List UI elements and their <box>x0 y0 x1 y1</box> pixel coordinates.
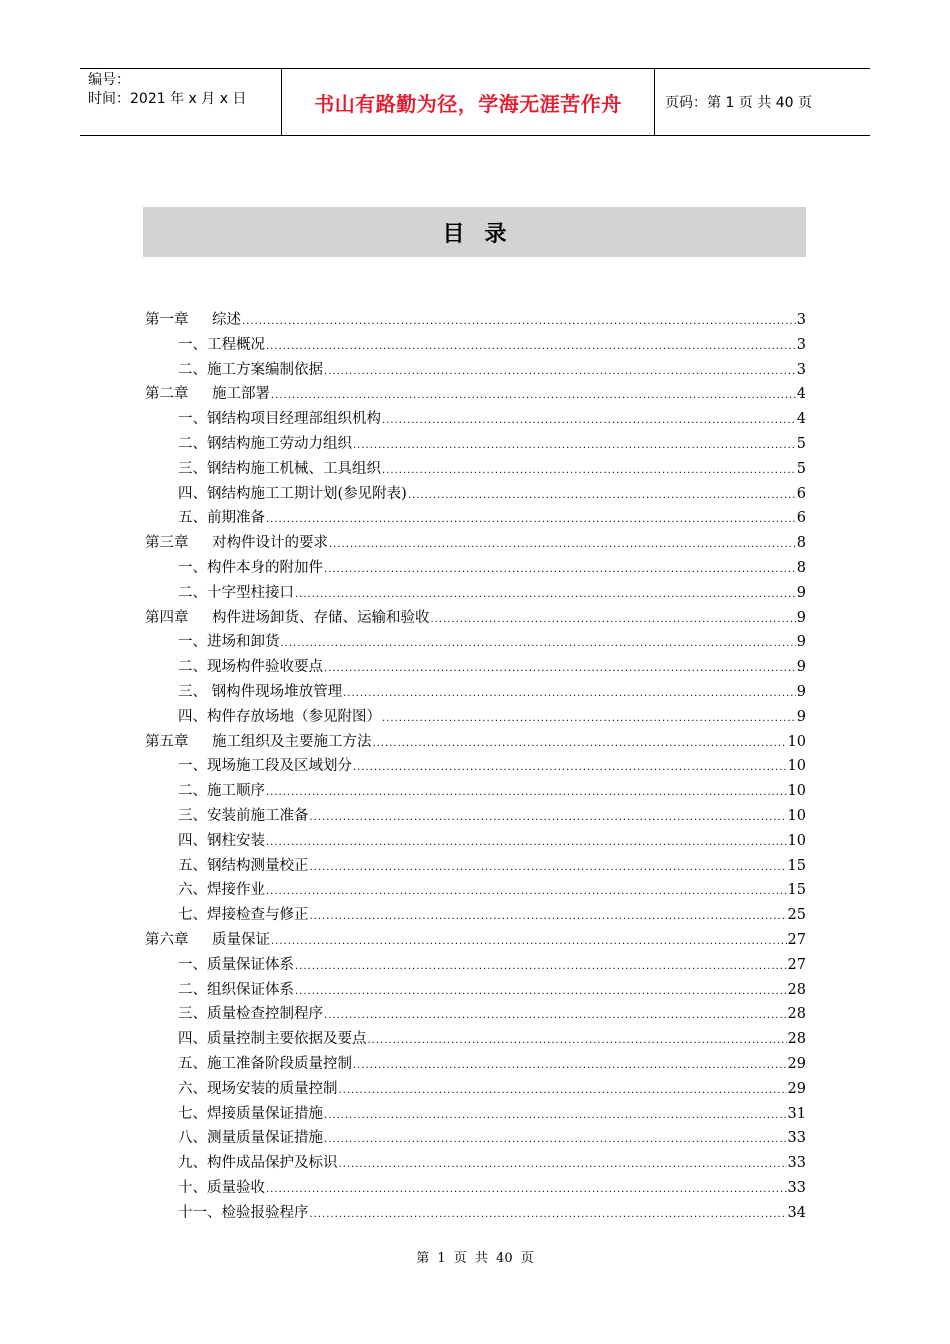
toc-section-entry[interactable] <box>145 754 806 779</box>
toc-entry-label <box>178 1027 367 1048</box>
toc-entry-label <box>178 680 342 701</box>
toc-leader-dots <box>310 911 787 922</box>
toc-page-number: 10 <box>787 807 806 824</box>
toc-leader-dots <box>353 440 796 451</box>
toc-leader-dots <box>266 514 796 525</box>
toc-page-number: 29 <box>787 1080 806 1097</box>
toc-entry-label <box>178 705 381 726</box>
toc-section-entry[interactable] <box>145 705 806 730</box>
toc-leader-dots <box>353 1060 787 1071</box>
toc-leader-dots <box>324 1010 787 1021</box>
toc-entry-label <box>145 928 270 949</box>
toc-leader-dots <box>266 886 787 897</box>
toc-entry-text: 一、质量保证体系 <box>178 956 294 973</box>
toc-leader-dots <box>242 316 796 327</box>
toc-page-number: 27 <box>787 931 806 948</box>
toc-section-entry[interactable] <box>145 804 806 829</box>
toc-entry-label <box>178 457 381 478</box>
toc-page-number: 10 <box>787 783 806 800</box>
toc-section-entry[interactable] <box>145 1176 806 1201</box>
toc-chapter-entry[interactable] <box>145 382 806 407</box>
toc-leader-dots <box>324 564 796 575</box>
toc-leader-dots <box>324 366 796 377</box>
toc-leader-dots <box>339 1085 787 1096</box>
toc-page-number: 31 <box>787 1105 806 1122</box>
toc-entry-label <box>178 953 294 974</box>
toc-entry-text: 四、钢结构施工工期计划(参见附表) <box>178 485 407 502</box>
toc-leader-dots <box>295 986 787 997</box>
toc-chapter-entry[interactable] <box>145 531 806 556</box>
toc-page-number: 34 <box>787 1204 806 1221</box>
toc-entry-label <box>178 1052 352 1073</box>
toc-entry-label <box>178 1151 338 1172</box>
toc-leader-dots <box>373 738 787 749</box>
toc-entry-text: 构件进场卸货、存储、运输和验收 <box>212 609 430 626</box>
toc-entry-text: 五、钢结构测量校正 <box>178 857 309 874</box>
toc-section-entry[interactable] <box>145 581 806 606</box>
toc-entry-label <box>178 754 352 775</box>
toc-page-number: 25 <box>787 907 806 924</box>
toc-entry-text: 一、工程概况 <box>178 336 265 353</box>
toc-title: 目录 <box>442 221 527 247</box>
toc-entry-label <box>178 556 323 577</box>
toc-entry-text: 三、 钢构件现场堆放管理 <box>178 683 343 700</box>
toc-entry-text: 三、质量检查控制程序 <box>178 1006 323 1023</box>
toc-leader-dots <box>295 589 796 600</box>
toc-entry-text: 六、现场安装的质量控制 <box>178 1080 338 1097</box>
toc-section-entry[interactable] <box>145 1052 806 1077</box>
toc-page-number: 9 <box>796 683 806 700</box>
toc-entry-text: 十、质量验收 <box>178 1179 265 1196</box>
header-motto: 书山有路勤为径，学海无涯苦作舟 <box>314 91 622 116</box>
toc-section-entry[interactable] <box>145 630 806 655</box>
toc-leader-dots <box>266 1184 787 1195</box>
toc-entry-label <box>178 358 323 379</box>
toc-page-number: 9 <box>796 659 806 676</box>
toc-section-entry[interactable] <box>145 829 806 854</box>
toc-entry-text: 三、钢结构施工机械、工具组织 <box>178 460 381 477</box>
toc-chapter-entry[interactable] <box>145 928 806 953</box>
toc-entry-text: 综述 <box>212 312 241 328</box>
toc-entry-text: 七、焊接质量保证措施 <box>178 1105 323 1122</box>
toc-page-number: 9 <box>796 708 806 725</box>
toc-chapter-number: 第四章 <box>145 609 189 626</box>
toc-chapter-number: 第二章 <box>145 386 189 403</box>
number-label: 编号： <box>88 72 130 88</box>
toc-section-entry[interactable] <box>145 1077 806 1102</box>
toc-chapter-number: 第三章 <box>145 535 189 552</box>
page-footer: 第 1 页 共 40 页 <box>416 1251 534 1266</box>
toc-entry-text: 一、现场施工段及区域划分 <box>178 758 352 775</box>
toc-page-number: 8 <box>796 559 806 576</box>
toc-leader-dots <box>295 961 787 972</box>
toc-page-number: 9 <box>796 584 806 601</box>
toc-entry-text: 四、构件存放场地（参见附图） <box>178 708 381 725</box>
toc-entry-text: 一、钢结构项目经理部组织机构 <box>178 411 381 428</box>
toc-page-number: 3 <box>796 336 806 353</box>
toc-leader-dots <box>343 688 796 699</box>
toc-chapter-entry[interactable] <box>145 606 806 631</box>
toc-leader-dots <box>271 390 796 401</box>
header-page-info <box>655 69 870 135</box>
toc-page-number: 29 <box>787 1055 806 1072</box>
toc-section-entry[interactable] <box>145 779 806 804</box>
toc-leader-dots <box>368 1035 787 1046</box>
toc-entry-text: 五、施工准备阶段质量控制 <box>178 1055 352 1072</box>
toc-entry-label <box>178 878 265 899</box>
toc-entry-label <box>145 382 270 403</box>
toc-leader-dots <box>382 713 796 724</box>
toc-section-entry[interactable] <box>145 878 806 903</box>
toc-leader-dots <box>431 614 796 625</box>
toc-entry-text: 一、构件本身的附加件 <box>178 559 323 576</box>
toc-page-number: 33 <box>787 1130 806 1147</box>
toc-entry-label <box>178 407 381 428</box>
toc-section-entry[interactable] <box>145 407 806 432</box>
toc-entry-text: 二、现场构件验收要点 <box>178 659 323 676</box>
toc-section-entry[interactable] <box>145 953 806 978</box>
toc-page-number: 10 <box>787 733 806 750</box>
toc-section-entry[interactable] <box>145 680 806 705</box>
toc-page-number: 28 <box>787 1031 806 1048</box>
toc-entry-text: 五、前期准备 <box>178 510 265 527</box>
toc-page-number: 5 <box>796 460 806 477</box>
toc-page-number: 27 <box>787 956 806 973</box>
toc-page-number: 6 <box>796 510 806 527</box>
toc-leader-dots <box>266 787 787 798</box>
toc-entry-label <box>145 606 430 627</box>
toc-entry-label <box>178 432 352 453</box>
toc-entry-label <box>178 581 294 602</box>
toc-entry-text: 二、施工方案编制依据 <box>178 361 323 378</box>
toc-entry-text: 质量保证 <box>212 931 270 948</box>
toc-leader-dots <box>266 341 796 352</box>
toc-chapter-number: 第六章 <box>145 931 189 948</box>
toc-leader-dots <box>329 539 796 550</box>
toc-page-number: 3 <box>796 361 806 378</box>
toc-page-number: 4 <box>796 386 806 403</box>
toc-chapter-entry[interactable] <box>145 730 806 755</box>
toc-entry-label <box>178 482 407 503</box>
toc-page-number: 10 <box>787 832 806 849</box>
toc-page-number: 5 <box>796 435 806 452</box>
toc-page-number: 28 <box>787 981 806 998</box>
toc-leader-dots <box>353 762 787 773</box>
toc-chapter-number: 第五章 <box>145 733 189 750</box>
toc-section-entry[interactable] <box>145 556 806 581</box>
toc-chapter-entry[interactable] <box>145 308 806 333</box>
toc-entry-label <box>178 333 265 354</box>
toc-entry-label <box>178 506 265 527</box>
toc-entry-label <box>178 1176 265 1197</box>
toc-entry-text: 二、钢结构施工劳动力组织 <box>178 435 352 452</box>
toc-entry-text: 七、焊接检查与修正 <box>178 907 309 924</box>
toc-entry-label <box>178 1201 309 1222</box>
toc-section-entry[interactable] <box>145 482 806 507</box>
toc-entry-label <box>145 531 328 552</box>
toc-leader-dots <box>324 663 796 674</box>
toc-entry-text: 二、组织保证体系 <box>178 981 294 998</box>
toc-leader-dots <box>324 1134 787 1145</box>
toc-section-entry[interactable] <box>145 1027 806 1052</box>
toc-page-number: 15 <box>787 882 806 899</box>
toc-entry-label <box>178 1102 323 1123</box>
toc-entry-text: 四、质量控制主要依据及要点 <box>178 1031 367 1048</box>
header-motto-cell <box>282 69 655 135</box>
toc-leader-dots <box>382 465 796 476</box>
toc-entry-label <box>178 804 309 825</box>
toc-section-entry[interactable] <box>145 1201 806 1226</box>
toc-section-entry[interactable] <box>145 854 806 879</box>
toc-leader-dots <box>281 638 796 649</box>
toc-entry-text: 九、构件成品保护及标识 <box>178 1155 338 1172</box>
toc-leader-dots <box>382 415 796 426</box>
toc-page-number: 9 <box>796 609 806 626</box>
toc-section-entry[interactable] <box>145 1151 806 1176</box>
toc-page-number: 9 <box>796 634 806 651</box>
page-info-text: 页码：第 1 页 共 40 页 <box>665 95 812 111</box>
toc-page-number: 33 <box>787 1155 806 1172</box>
toc-leader-dots <box>271 936 787 947</box>
toc-leader-dots <box>310 862 787 873</box>
time-label: 时间：2021 年 x 月 x 日 <box>88 91 247 107</box>
toc-entry-text: 施工部署 <box>212 386 270 403</box>
toc-section-entry[interactable] <box>145 655 806 680</box>
toc-entry-text: 施工组织及主要施工方法 <box>212 733 372 750</box>
toc-leader-dots <box>310 812 787 823</box>
toc-leader-dots <box>266 837 787 848</box>
toc-entry-label <box>178 978 294 999</box>
toc-entry-text: 二、十字型柱接口 <box>178 584 294 601</box>
toc-page-number: 28 <box>787 1006 806 1023</box>
toc-entry-label <box>178 829 265 850</box>
toc-entry-label <box>178 779 265 800</box>
toc-entry-label <box>178 1126 323 1147</box>
toc-leader-dots <box>310 1209 787 1220</box>
toc-page-number: 33 <box>787 1179 806 1196</box>
toc-entry-text: 八、测量质量保证措施 <box>178 1130 323 1147</box>
toc-section-entry[interactable] <box>145 333 806 358</box>
toc-section-entry[interactable] <box>145 432 806 457</box>
toc-section-entry[interactable] <box>145 978 806 1003</box>
toc-section-entry[interactable] <box>145 903 806 928</box>
toc-chapter-number: 第一章 <box>145 312 189 328</box>
toc-entry-label <box>145 730 372 751</box>
toc-entry-text: 四、钢柱安装 <box>178 832 265 849</box>
toc-leader-dots <box>324 1110 787 1121</box>
toc-page-number: 10 <box>787 758 806 775</box>
toc-entry-label <box>178 655 323 676</box>
toc-page-number: 8 <box>796 535 806 552</box>
toc-page-number: 6 <box>796 485 806 502</box>
toc-entry-label <box>178 854 309 875</box>
toc-entry-text: 对构件设计的要求 <box>212 535 328 552</box>
toc-page-number: 4 <box>796 411 806 428</box>
toc-page-number: 15 <box>787 857 806 874</box>
toc-title-bar <box>143 207 806 257</box>
toc-leader-dots <box>408 490 796 501</box>
table-of-contents <box>145 308 806 1225</box>
toc-entry-text: 三、安装前施工准备 <box>178 807 309 824</box>
toc-entry-label <box>178 1002 323 1023</box>
toc-leader-dots <box>339 1159 787 1170</box>
toc-section-entry[interactable] <box>145 1102 806 1127</box>
toc-section-entry[interactable] <box>145 1002 806 1027</box>
toc-entry-label <box>178 630 280 651</box>
toc-entry-text: 一、进场和卸货 <box>178 634 280 651</box>
toc-entry-text: 二、施工顺序 <box>178 783 265 800</box>
header-meta <box>80 69 282 135</box>
toc-entry-label <box>178 1077 338 1098</box>
toc-page-number: 3 <box>796 312 806 328</box>
toc-entry-text: 六、焊接作业 <box>178 882 265 899</box>
page-header <box>80 68 870 136</box>
toc-entry-label <box>145 308 241 329</box>
toc-section-entry[interactable] <box>145 457 806 482</box>
toc-entry-label <box>178 903 309 924</box>
toc-entry-text: 十一、检验报验程序 <box>178 1204 309 1221</box>
toc-section-entry[interactable] <box>145 1126 806 1151</box>
toc-section-entry[interactable] <box>145 506 806 531</box>
toc-section-entry[interactable] <box>145 358 806 383</box>
